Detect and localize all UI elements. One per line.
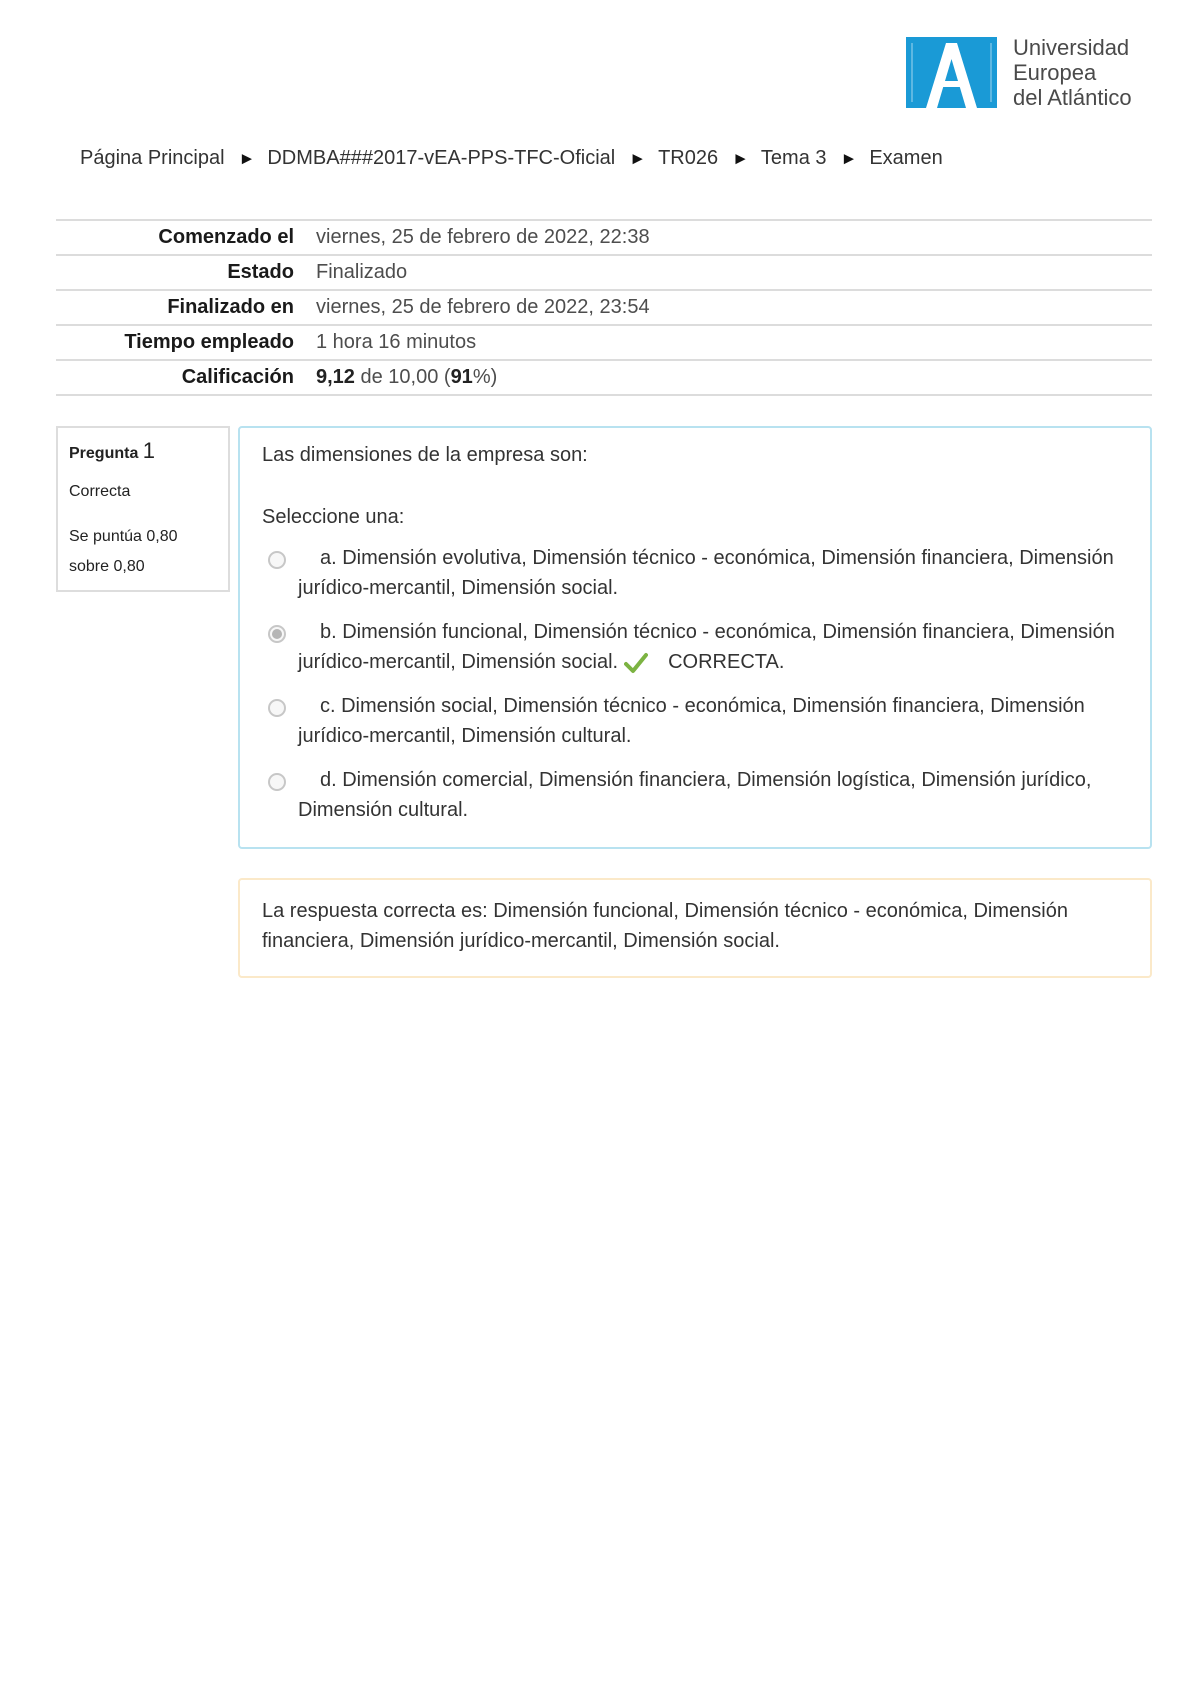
breadcrumb-topic-link[interactable]: Tema 3 [760, 147, 827, 169]
question-mark-line-1: Se puntúa 0,80 [69, 528, 178, 545]
summary-label: Comenzado el [158, 226, 294, 248]
question-content-box [238, 426, 1152, 849]
breadcrumb [80, 147, 943, 170]
university-logo [906, 37, 1146, 109]
logo-wordmark [1013, 35, 1132, 110]
breadcrumb-separator-icon: ► [238, 148, 256, 168]
summary-label: Estado [227, 261, 294, 283]
summary-label: Calificación [181, 366, 294, 388]
breadcrumb-quiz-link[interactable]: Examen [869, 147, 943, 169]
grade-percent: 91 [450, 366, 473, 388]
logo-a-icon [906, 37, 997, 108]
question-mark [69, 522, 178, 582]
question-number-value: 1 [142, 438, 156, 463]
answer-option-a[interactable] [268, 543, 1128, 603]
question-state: Correcta [69, 483, 131, 500]
summary-label: Tiempo empleado [124, 331, 294, 353]
answer-option-d[interactable] [268, 765, 1128, 825]
logo-line-1: Universidad [1013, 35, 1130, 60]
checkmark-icon [624, 652, 648, 674]
summary-row-finished [56, 290, 1152, 325]
question-mark-line-2: sobre 0,80 [69, 558, 145, 575]
answer-option-c[interactable] [268, 691, 1128, 751]
summary-row-started [56, 220, 1152, 255]
grade-of: de 10,00 ( [354, 366, 451, 388]
answer-text: c. Dimensión social, Dimensión técnico - económica, Dimensión financiera, Dimensión jurídico-mercantil, Dimensión cultural. [298, 695, 1085, 747]
question-text: Las dimensiones de la empresa son: [262, 444, 588, 466]
summary-row-grade [56, 360, 1152, 395]
grade-tail: %) [472, 366, 498, 388]
answer-text: d. Dimensión comercial, Dimensión financiera, Dimensión logística, Dimensión jurídico, Dimensión cultural. [298, 769, 1092, 821]
question-label: Pregunta [69, 445, 143, 462]
summary-label: Finalizado en [167, 296, 294, 318]
question-info-box [56, 426, 230, 592]
breadcrumb-home-link[interactable]: Página Principal [80, 147, 225, 169]
breadcrumb-separator-icon: ► [732, 148, 749, 168]
breadcrumb-section-link[interactable]: TR026 [658, 147, 719, 169]
radio-button[interactable] [268, 699, 286, 717]
summary-value [316, 360, 1152, 395]
answer-text: b. Dimensión funcional, Dimensión técnico - económica, Dimensión financiera, Dimensión jurídico-mercantil, Dimensión social. [298, 621, 1115, 673]
breadcrumb-course-link[interactable]: DDMBA###2017-vEA-PPS-TFC-Oficial [267, 147, 616, 169]
answer-text: a. Dimensión evolutiva, Dimensión técnico - económica, Dimensión financiera, Dimensión jurídico-mercantil, Dimensión social. [298, 547, 1114, 599]
radio-button[interactable] [268, 551, 286, 569]
answer-prompt: Seleccione una: [262, 506, 405, 528]
summary-row-state [56, 255, 1152, 290]
correct-answer-feedback-box [238, 878, 1152, 978]
answer-option-b[interactable] [268, 617, 1128, 677]
logo-line-3: del Atlántico [1013, 85, 1132, 110]
logo-line-2: Europea [1013, 60, 1097, 85]
answer-feedback: CORRECTA. [668, 651, 785, 673]
summary-value: 1 hora 16 minutos [316, 331, 477, 353]
summary-value: viernes, 25 de febrero de 2022, 22:38 [316, 226, 650, 248]
summary-row-time [56, 325, 1152, 360]
breadcrumb-separator-icon: ► [629, 148, 647, 168]
question-number [69, 438, 155, 464]
answer-text-wrapper [268, 617, 1128, 677]
attempt-summary-table [56, 219, 1152, 396]
summary-value: viernes, 25 de febrero de 2022, 23:54 [316, 296, 650, 318]
grade-score: 9,12 [316, 366, 355, 388]
radio-button[interactable] [268, 773, 286, 791]
breadcrumb-separator-icon: ► [840, 148, 858, 168]
summary-value: Finalizado [316, 261, 408, 283]
correct-answer-text: La respuesta correcta es: Dimensión funcional, Dimensión técnico - económica, Dimensión financiera, Dimensión jurídico-mercantil, Dimensión social. [262, 900, 1068, 952]
radio-button-selected[interactable] [268, 625, 286, 643]
